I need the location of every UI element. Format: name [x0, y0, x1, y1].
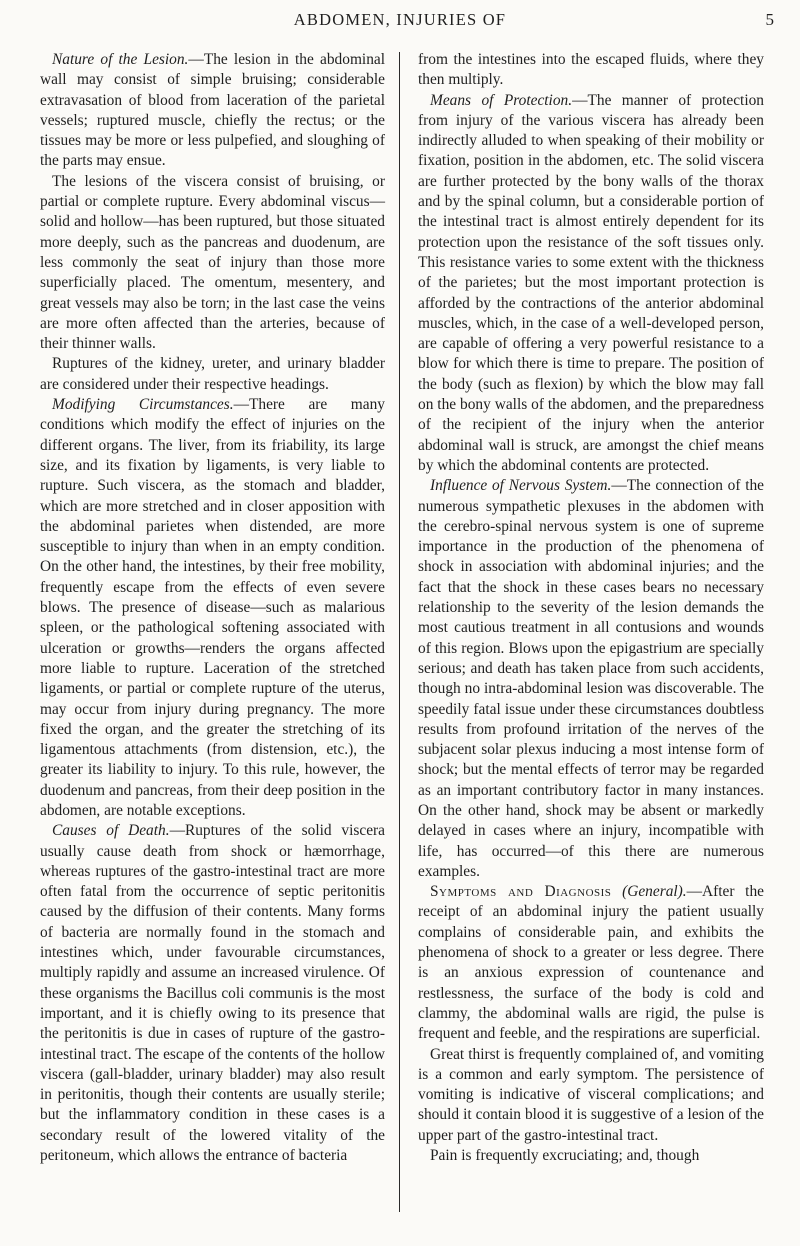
paragraph-continuation — [418, 50, 764, 91]
paragraph-modifying-circumstances — [40, 395, 385, 821]
paragraph-text: Pain is frequently excruciating; and, though — [430, 1147, 700, 1165]
paragraph-text: —There are many conditions which modify the effect of injuries on the different organs. The liver, from its friability, its large size, and its fixation by ligaments, is very liable to rupture. Such viscera, as the stomach and bladder, which are more stretched and in closer apposition with the abdominal parietes when distended, are more susceptible to injury than when in an empty condition. On the other hand, the intestines, by their free mobility, frequently escape from the effects of even severe blows. The presence of disease—such as malarious spleen, or the pathological softening associated with ulceration or growths—renders the organs affected more liable to rupture. Laceration of the stretched ligaments, or partial or complete rupture of the uterus, may occur from injury during pregnancy. The more fixed the organ, and the greater the stretching of its ligamentous attachments (from distension, etc.), the greater its liability to injury. To this rule, however, the duodenum and pancreas, from their deep position in the abdomen, are notable exceptions. — [40, 396, 385, 819]
paragraph-text: Ruptures of the kidney, ureter, and urinary bladder are considered under their respective headings. — [40, 355, 385, 393]
paragraph-visceral-lesions — [40, 172, 385, 355]
left-column — [40, 50, 385, 1166]
right-column — [418, 50, 764, 1166]
section-heading: Nature of the Lesion. — [52, 51, 189, 68]
paragraph-text: —After the receipt of an abdominal injury the patient usually complains of considerable pain, and exhibits the phenomena of shock to a greater or less degree. There is an anxious expression of countenance and restlessness, the surface of the body is cold and clammy, the abdominal walls are rigid, the pulse is frequent and feeble, and the respirations are superficial. — [418, 883, 764, 1043]
section-subheading: (General). — [622, 883, 687, 901]
paragraph-text: Great thirst is frequently complained of, and vomiting is a common and early symptom. The persistence of vomiting is indicative of visceral complications; and should it contain blood it is suggestive of a lesion of the upper part of the gastro-intestinal tract. — [418, 1045, 764, 1144]
paragraph-nervous-system — [418, 476, 764, 882]
paragraph-means-of-protection — [418, 91, 764, 477]
paragraph-text: —Ruptures of the solid viscera usually cause death from shock or hæmorrhage, whereas ruptures of the gastro-intestinal tract are more often fatal from the occurrence of septic peritonitis caused by the diffusion of their contents. Many forms of bacteria are normally found in the stomach and intestines which, under favourable circumstances, multiply rapidly and assume an increased virulence. Of these organisms the Bacillus coli communis is the most important, and it is chiefly owing to its presence that the peritonitis is due in cases of rupture of the gastro-intestinal tract. The escape of the contents of the hollow viscera (gall-bladder, urinary bladder) may also result in peritonitis, though their contents are usually sterile; but the inflammatory condition in these cases is a secondary result of the lowered vitality of the peritoneum, which allows the entrance of bacteria — [40, 822, 385, 1165]
paragraph-text: —The connection of the numerous sympathetic plexuses in the abdomen with the cerebro-spinal nervous system is one of supreme importance in the production of the phenomena of shock in association with abdominal injuries; and the fact that the shock in these cases bears no necessary relationship to the severity of the lesion demands the most cautious treatment in all contusions and wounds of this region. Blows upon the epigastrium are specially serious; and death has taken place from such accidents, though no intra-abdominal lesion was discoverable. The speedily fatal issue under these circumstances doubtless results from profound irritation of the nerves of the subjacent solar plexus inducing a most intense form of shock; but the mental effects of terror may be regarded as an important contributory factor in many instances. On the other hand, shock may be absent or markedly delayed in cases where an injury, incompatible with life, has occurred—of this there are numerous examples. — [418, 477, 764, 880]
column-divider — [399, 52, 400, 1212]
paragraph-causes-of-death — [40, 821, 385, 1166]
paragraph-pain — [418, 1146, 764, 1166]
page-number: 5 — [765, 10, 774, 29]
paragraph-thirst-vomiting — [418, 1045, 764, 1146]
section-heading: Causes of Death. — [52, 822, 170, 840]
section-heading: Modifying Circumstances. — [52, 396, 234, 414]
paragraph-kidney-ruptures — [40, 354, 385, 395]
section-heading: Means of Protection. — [430, 91, 573, 109]
paragraph-text: The lesions of the viscera consist of bruising, or partial or complete rupture. Every abdominal viscus—solid and hollow—has been ruptured, but those situated more deeply, such as the pancreas and duodenum, are less commonly the seat of injury than those more superficially placed. The omentum, mesentery, and great vessels may also be torn; in the last case the veins are more often affected than the arteries, because of their thinner walls. — [40, 172, 385, 353]
section-heading: Influence of Nervous System. — [430, 477, 612, 495]
running-title: ABDOMEN, INJURIES OF — [293, 10, 507, 29]
paragraph-nature-of-lesion — [40, 50, 385, 172]
section-heading: Symptoms and Diagnosis — [430, 883, 612, 901]
running-head — [0, 6, 800, 36]
paragraph-text: —The lesion in the abdominal wall may consist of simple bruising; considerable extravasation of blood from laceration of the parietal vessels; ruptured muscle, chiefly the rectus; or the tissues may be more or less pulpefied, and sloughing of the parts may ensue. — [40, 51, 385, 170]
paragraph-text: —The manner of protection from injury of the various viscera has already been indirectly alluded to when speaking of their mobility or fixation, position in the abdomen, etc. The solid viscera are further protected by the bony walls of the thorax and by the spinal column, but a considerable portion of the intestinal tract is almost entirely dependent for its protection upon the resistance of the soft tissues only. This resistance varies to some extent with the thickness of the parietes; but the most important protection is afforded by the contractions of the anterior abdominal muscles, which, in the case of a well-developed person, are capable of offering a very powerful resistance to a blow for which there is time to prepare. The position of the body (such as flexion) by which the blow may fall on the bony walls of the abdomen, and the preparedness of the recipient of the injury when the anterior abdominal wall is struck, are amongst the chief means by which the abdominal contents are protected. — [418, 91, 764, 474]
paragraph-symptoms-diagnosis — [418, 882, 764, 1044]
paragraph-text: from the intestines into the escaped fluids, where they then multiply. — [418, 51, 764, 89]
